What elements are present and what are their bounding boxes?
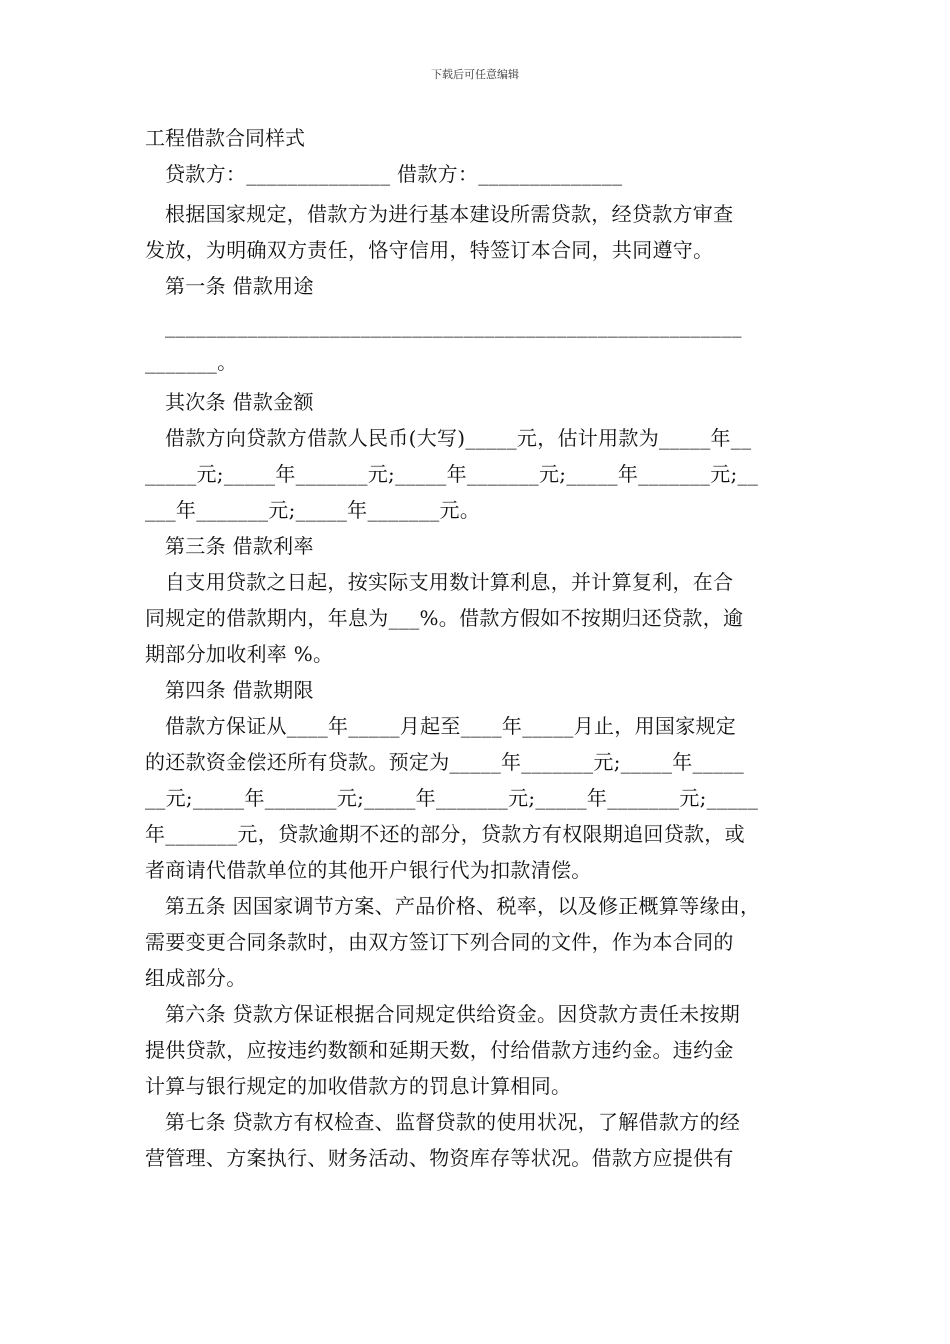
paragraph-line: 年_______元，贷款逾期不还的部分，贷款方有权限期追回贷款，或: [145, 822, 745, 846]
paragraph-line: 提供贷款，应按违约数额和延期天数，付给借款方违约金。违约金: [145, 1038, 734, 1062]
paragraph-line: 营管理、方案执行、财务活动、物资库存等状况。借款方应提供有: [145, 1146, 734, 1170]
article-heading: 第四条 借款期限: [165, 678, 314, 702]
paragraph-line: __元;_____年_______元;_____年_______元;_____年_______元;_____: [145, 786, 759, 810]
paragraph-line: 的还款资金偿还所有贷款。预定为_____年_______元;_____年_____: [145, 750, 745, 774]
article-heading: 第一条 借款用途: [165, 274, 314, 298]
document-title: 工程借款合同样式: [145, 126, 305, 150]
paragraph-line: 自支用贷款之日起，按实际支用数计算利息，并计算复利，在合: [165, 570, 734, 594]
paragraph-line: 组成部分。: [145, 966, 247, 990]
paragraph-line: 发放，为明确双方责任，恪守信用，特签订本合同，共同遵守。: [145, 238, 714, 262]
article-paragraph: 第六条 贷款方保证根据合同规定供给资金。因贷款方责任未按期: [165, 1002, 741, 1026]
paragraph-line: 借款方保证从____年_____月起至____年_____月止，用国家规定: [165, 714, 737, 738]
article-paragraph: 第七条 贷款方有权检查、监督贷款的使用状况，了解借款方的经: [165, 1110, 741, 1134]
parties-line: 贷款方：______________ 借款方：______________: [165, 162, 623, 186]
article-paragraph: 第五条 因国家调节方案、产品价格、税率，以及修正概算等缘由，: [165, 894, 761, 918]
page-header-note: 下载后可任意编辑: [431, 68, 519, 81]
paragraph-line: 需要变更合同条款时，由双方签订下列合同的文件，作为本合同的: [145, 930, 734, 954]
paragraph-line: ___年_______元;_____年_______元。: [145, 498, 481, 522]
paragraph-line: ________________________________________________________: [165, 314, 742, 338]
paragraph-line: 同规定的借款期内，年息为___%。借款方假如不按期归还贷款，逾: [145, 606, 744, 630]
article-heading: 第三条 借款利率: [165, 534, 314, 558]
paragraph-line: 计算与银行规定的加收借款方的罚息计算相同。: [145, 1074, 572, 1098]
document-body: [145, 120, 810, 1176]
paragraph-line: 借款方向贷款方借款人民币(大写)_____元，估计用款为_____年__: [165, 426, 752, 450]
paragraph-line: 期部分加收利率 %。: [145, 642, 334, 666]
paragraph-line: _____元;_____年_______元;_____年_______元;_____年_______元;__: [145, 462, 759, 486]
paragraph-line: 者商请代借款单位的其他开户银行代为扣款清偿。: [145, 858, 592, 882]
paragraph-line: 根据国家规定，借款方为进行基本建设所需贷款，经贷款方审查: [165, 202, 734, 226]
article-heading: 其次条 借款金额: [165, 390, 314, 414]
paragraph-line: _______。: [145, 350, 238, 374]
